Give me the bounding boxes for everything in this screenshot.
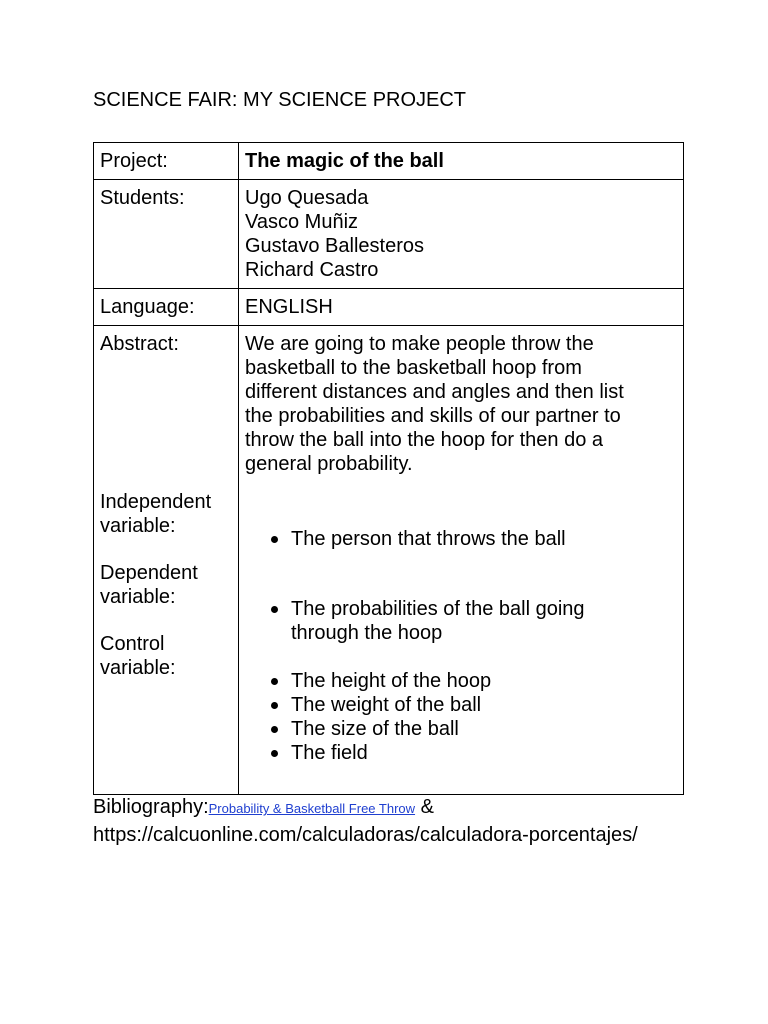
abstract-row [94,326,684,795]
bibliography-url: https://calcuonline.com/calculadoras/calculadora-porcentajes/ [93,824,638,846]
students-row [94,180,684,289]
list-item-line: through the hoop [291,622,443,644]
student-name: Richard Castro [245,259,379,281]
project-row [94,143,684,180]
label-line: Dependent [100,562,198,584]
list-item: The weight of the ball [245,693,677,717]
abstract-line: We are going to make people throw the [245,333,594,355]
label-line: Independent [100,491,212,513]
list-item: The height of the hoop [245,669,677,693]
list-item: The person that throws the ball [245,527,677,551]
document-title: SCIENCE FAIR: MY SCIENCE PROJECT [93,89,467,111]
control-variable-list [245,669,677,765]
bibliography-separator: & [415,796,434,818]
student-name: Gustavo Ballesteros [245,235,424,257]
label-line: variable: [100,586,176,608]
bibliography-label: Bibliography: [93,796,209,818]
list-item: The field [245,741,677,765]
independent-variable-list [245,527,677,551]
language-row [94,289,684,326]
dependent-variable-list [245,597,677,645]
abstract-line: different distances and angles and then list [245,381,624,403]
abstract-line: the probabilities and skills of our partner to [245,405,621,427]
student-name: Vasco Muñiz [245,211,359,233]
dependent-variable-label [100,561,232,609]
independent-variable-label [100,490,232,538]
abstract-text [245,332,677,476]
students-label: Students: [94,180,239,289]
abstract-content-cell [239,326,684,795]
bibliography-link[interactable]: Probability & Basketball Free Throw [208,801,416,816]
bibliography [93,794,638,848]
language-value: ENGLISH [239,289,684,326]
list-item: The size of the ball [245,717,677,741]
abstract-line: basketball to the basketball hoop from [245,357,582,379]
project-name: The magic of the ball [239,143,684,180]
abstract-line: throw the ball into the hoop for then do a [245,429,604,451]
list-item [245,597,677,645]
abstract-line: general probability. [245,453,413,475]
label-line: variable: [100,657,176,679]
label-line: variable: [100,515,176,537]
list-item-line: The probabilities of the ball going [291,598,585,620]
project-label: Project: [94,143,239,180]
control-variable-label [100,632,232,680]
label-line: Control [100,633,165,655]
language-label: Language: [94,289,239,326]
abstract-label: Abstract: [100,333,179,355]
abstract-labels-cell [94,326,239,795]
project-table [93,142,684,795]
students-list [239,180,684,289]
student-name: Ugo Quesada [245,187,369,209]
